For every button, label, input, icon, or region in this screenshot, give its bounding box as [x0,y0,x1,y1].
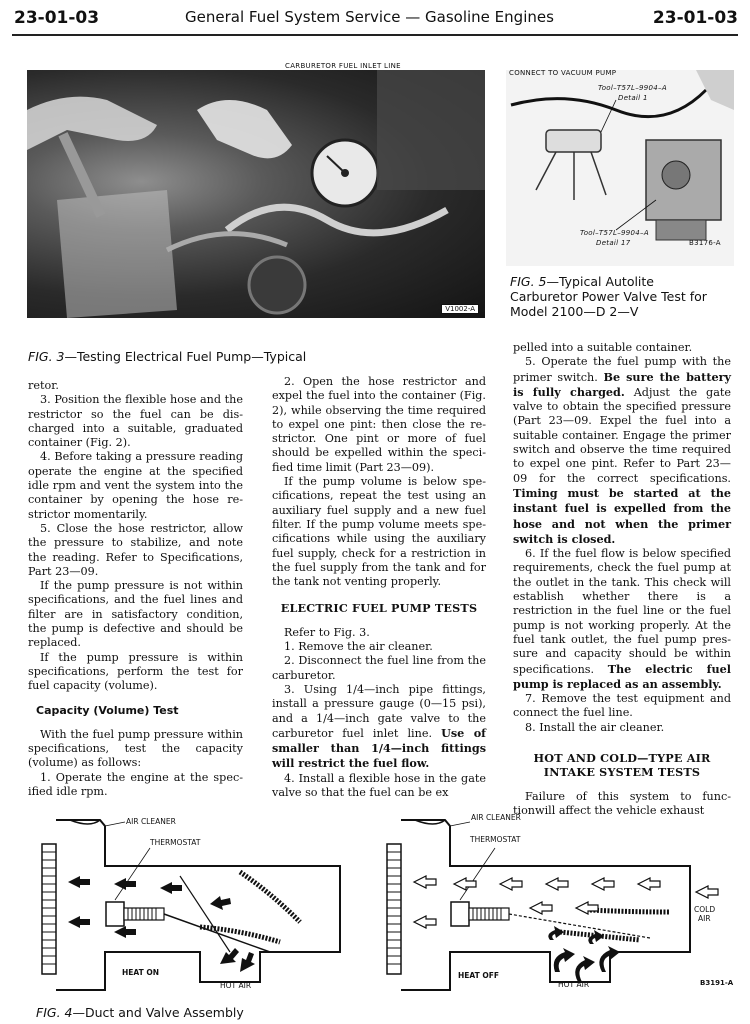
col1-paragraph: 5. Close the hose restrictor, allow the pressure to stabilize, and note the reading. Refer to Specifications, Part 23—09. [28,521,243,578]
fig4-left-label-hot-air: HOT AIR [220,981,252,990]
page-header-title: General Fuel System Service — Gasoline Engines [185,8,554,26]
fig5-tool-detail17-line2: Detail 17 [596,239,631,247]
col1-paragraph: 1. Operate the engine at the specified idle rpm. [28,770,243,799]
fig3-photo [27,70,485,318]
col3-paragraph: 6. If the fuel flow is below specified requirements, check the fuel pump at the outlet in the tank. This check will establish whether there is a restriction in the fuel line or the fuel pump is not working properly. At the fuel tank outlet, the fuel pump pressure and capacity should be within specifications. The electric fuel pump is replaced as an assembly. [513,547,731,691]
col3-paragraph: Failure of this system to functionwill affect the vehicle exhaust [513,789,731,817]
fig4-code: B3191-A [700,979,734,987]
text-column-3 [513,341,731,818]
fig4-right-duct [387,820,718,990]
heading-electric-fuel-pump-tests: ELECTRIC FUEL PUMP TESTS [280,601,478,616]
col1-paragraph: If the pump pressure is not within specifications, and the fuel lines and filter are in satisfactory condition, the pump is defective and should be replaced. [28,579,243,650]
fig5-code: B3176-A [689,239,721,247]
col3-paragraph: pelled into a suitable container. [513,341,693,354]
fig3-caption: FIG. 3—Testing Electrical Fuel Pump—Typical [28,349,307,364]
col2-paragraph: 2. Disconnect the fuel line from the carburetor. [272,654,486,682]
text-column-1 [28,379,243,799]
fig3-label-inlet-line: CARBURETOR FUEL INLET LINE [285,62,401,70]
col1-paragraph: 3. Position the flexible hose and the restrictor so the fuel can be discharged into a suitable, graduated container (Fig. 2). [28,393,243,450]
fig4-caption: FIG. 4—Duct and Valve Assembly [36,1005,244,1020]
col2-paragraph: 2. Open the hose restrictor and expel the fuel into the container (Fig. 2), while observing the time required to expel one pint: then close the restrictor. One pint or more of fuel should be expelled within the specified time limit (Part 23—09). [272,375,486,474]
col2-paragraph: If the pump volume is below specifications, repeat the test using an auxiliary fuel supply and a new fuel filter. If the pump volume meets specifications while using the auxiliary fuel supply, check for a restriction in the fuel supply from the tank and for the tank not venting properly. [272,475,486,589]
fig3-code: V1002-A [441,304,479,314]
fig5-tool-detail17-line1: Tool–T57L–9904–A [580,229,649,237]
fig4-right-label-hot-air: HOT AIR [558,980,590,989]
col1-paragraph: With the fuel pump pressure within specifications, test the capacity (volume) as follows: [28,727,243,770]
col3-paragraph: 8. Install the air cleaner. [525,720,665,734]
col3-paragraph: 7. Remove the test equipment and connect the fuel line. [513,692,731,720]
fig3-photo-art [27,70,485,318]
col2-paragraph: 3. Using 1/4—inch pipe fittings, install a pressure gauge (0—15 psi), and a 1/4—inch gate valve to the carburetor fuel inlet line. Use of smaller than 1/4—inch fittings will restrict the fuel flow. [272,682,486,771]
heading-capacity-test: Capacity (Volume) Test [36,703,179,717]
fig4-right-label-heat-off: HEAT OFF [458,971,499,980]
fig5-label-vacuum: CONNECT TO VACUUM PUMP [509,69,617,77]
text-column-2 [272,375,486,800]
fig4-left-label-heat-on: HEAT ON [122,968,160,977]
col1-paragraph: retor. [28,379,59,392]
col1-paragraph: If the pump pressure is within specifications, perform the test for fuel capacity (volume). [28,650,243,693]
fig5-tool-detail1-line1: Tool–T57L–9904–A [598,84,667,92]
col3-paragraph: 5. Operate the fuel pump with the primer switch. Be sure the battery is fully charged. Adjust the gate valve to obtain the specified pressure (Part 23—09. Expel the fuel into a suitable container. Engage the primer switch and observe the time required to expel one pint. Refer to Part 23—09 for the correct specifications. Timing must be started at the instant fuel is expelled from the hose and not when the primer switch is closed. [513,355,732,546]
fig5-caption: FIG. 5—Typical Autolite Carburetor Power Valve Test for Model 2100—D 2—V [510,274,707,319]
page-number-left: 23-01-03 [14,8,100,28]
header-rule [12,34,738,36]
col1-paragraph: 4. Before taking a pressure reading operate the engine at the specified idle rpm and vent the system into the container by opening the hose restrictor momentarily. [28,450,243,521]
fig5-tool-detail1-line2: Detail 1 [618,94,648,102]
fig4-left-label-air-cleaner: AIR CLEANER [126,817,176,826]
heading-hot-cold-air-intake: HOT AND COLD—TYPE AIR INTAKE SYSTEM TESTS [533,751,711,780]
col2-paragraph: 4. Install a flexible hose in the gate valve so that the fuel can be ex [272,771,486,800]
col2-paragraph: 1. Remove the air cleaner. [284,640,433,654]
page-number-right: 23-01-03 [652,8,738,28]
fig4-right-label-cold-1: COLD [694,905,716,914]
col2-paragraph: Refer to Fig. 3. [284,625,370,639]
fig4-right-label-thermostat: THERMOSTAT [470,835,521,844]
fig4-right-label-air-cleaner: AIR CLEANER [471,813,521,822]
fig4-left-label-thermostat: THERMOSTAT [150,838,201,847]
fig4-diagram [30,812,740,1002]
fig4-right-label-cold-2: AIR [698,914,711,923]
